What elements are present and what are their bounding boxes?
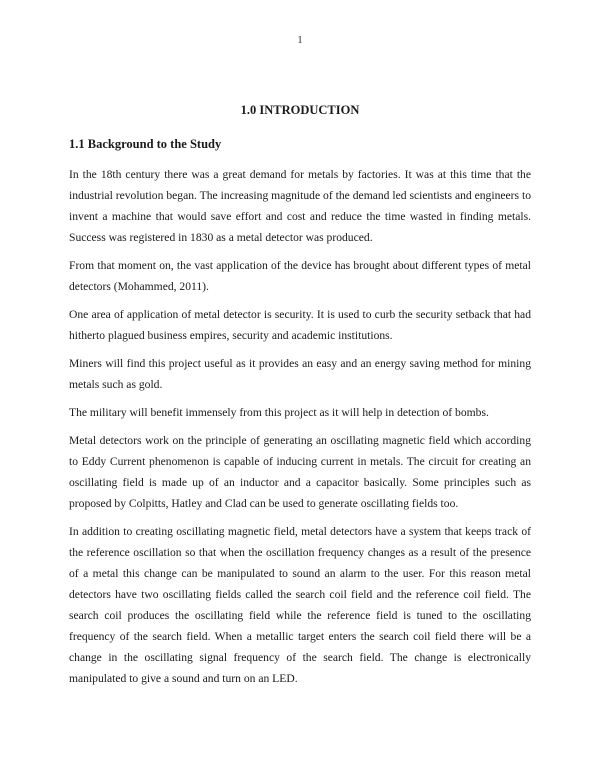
chapter-title: 1.0 INTRODUCTION [240, 103, 360, 117]
document-body [69, 102, 531, 696]
paragraph-military: The military will benefit immensely from this project as it will help in detection of bombs. [69, 406, 489, 419]
page-number: 1 [297, 34, 303, 46]
paragraph-security: One area of application of metal detector is security. It is used to curb the security setback that had hitherto plagued business empires, security and academic institutions. [69, 308, 531, 342]
paragraph-mining: Miners will find this project useful as it provides an easy and an energy saving method for mining metals such as gold. [69, 357, 531, 391]
paragraph-reference-oscillation: In addition to creating oscillating magnetic field, metal detectors have a system that keeps track of the reference oscillation so that when the oscillation frequency changes as a result of the presence of a metal this change can be manipulated to sound an alarm to the user. For this reason metal detectors have two oscillating fields called the search coil field and the reference coil field. The search coil produces the oscillating field while the reference field is tuned to the oscillating frequency of the search field. When a metallic target enters the search coil field there will be a change in the oscillating signal frequency of the search field. The change is electronically manipulated to give a sound and turn on an LED. [69, 525, 531, 685]
paragraph-principle: Metal detectors work on the principle of generating an oscillating magnetic field which according to Eddy Current phenomenon is capable of inducing current in metals. The circuit for creating an oscillating field is made up of an inductor and a capacitor basically. Some principles such as proposed by Colpitts, Hatley and Clad can be used to generate oscillating fields too. [69, 434, 531, 510]
paragraph-applications: From that moment on, the vast application of the device has brought about different types of metal detectors (Mohammed, 2011). [69, 259, 531, 293]
paragraph-history: In the 18th century there was a great demand for metals by factories. It was at this time that the industrial revolution began. The increasing magnitude of the demand led scientists and engineers to invent a machine that would save effort and cost and reduce the time wasted in finding metals. Success was registered in 1830 as a metal detector was produced. [69, 168, 531, 244]
section-title: 1.1 Background to the Study [69, 137, 222, 151]
